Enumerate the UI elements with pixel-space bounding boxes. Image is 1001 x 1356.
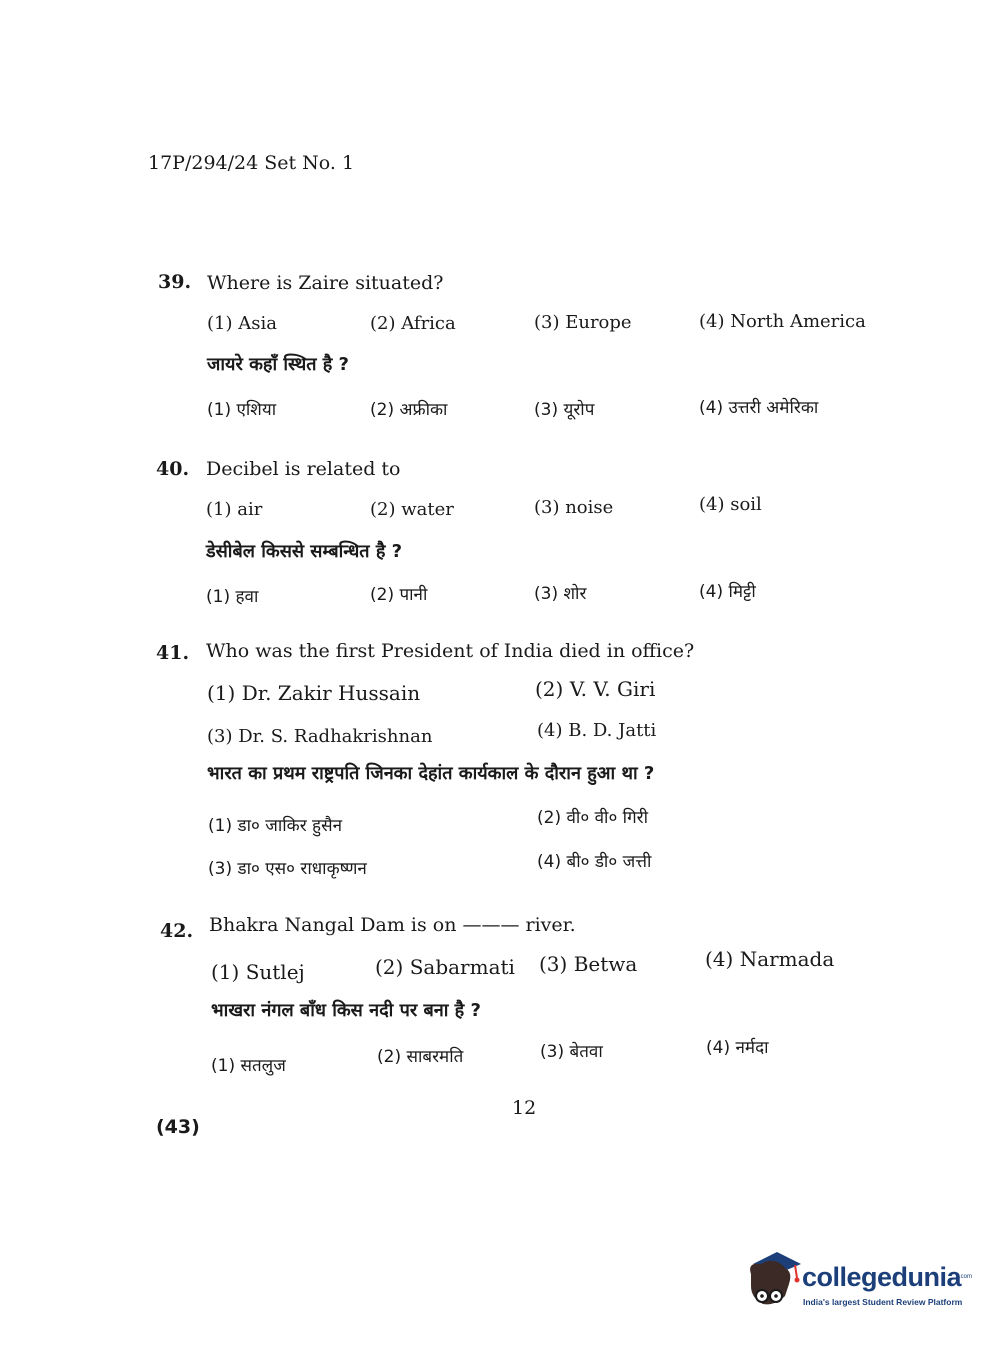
hindi-option-4: (4) उत्तरी अमेरिका [699, 398, 819, 418]
question-text: Decibel is related to [206, 458, 401, 480]
hindi-question-text: डेसीबेल किससे सम्बन्धित है ? [206, 541, 403, 562]
question-text: Who was the first President of India died in office? [206, 640, 695, 662]
option-4: (4) North America [699, 311, 866, 332]
option-3: (3) Betwa [539, 952, 638, 976]
option-2: (2) V. V. Giri [535, 677, 656, 701]
option-4: (4) Narmada [705, 947, 835, 971]
hindi-question-text: जायरे कहाँ स्थित है ? [207, 354, 349, 375]
option-1: (1) Sutlej [211, 960, 305, 984]
option-4: (4) B. D. Jatti [537, 720, 657, 741]
hindi-option-2: (2) अफ्रीका [370, 400, 448, 420]
option-2: (2) Africa [370, 313, 456, 334]
logo-wordmark: collegedunia [802, 1262, 962, 1292]
option-1: (1) Dr. Zakir Hussain [207, 681, 421, 705]
collegedunia-logo [745, 1250, 975, 1320]
option-1: (1) air [206, 499, 263, 520]
hindi-option-3: (3) यूरोप [534, 400, 595, 420]
hindi-option-1: (1) एशिया [207, 400, 277, 420]
page-code: (43) [156, 1116, 200, 1138]
question-number: 39. [158, 271, 192, 293]
option-1: (1) Asia [207, 313, 277, 334]
set-code: 17P/294/24 Set No. 1 [148, 152, 355, 174]
hindi-option-4: (4) बी० डी० जत्ती [537, 852, 652, 872]
hindi-option-4: (4) मिट्टी [699, 582, 756, 602]
option-3: (3) Europe [534, 312, 632, 333]
logo-suffix: .com [959, 1274, 973, 1280]
hindi-option-3: (3) शोर [534, 584, 587, 604]
hindi-option-4: (4) नर्मदा [706, 1038, 769, 1058]
hindi-option-3: (3) बेतवा [540, 1042, 603, 1062]
hindi-option-2: (2) साबरमति [377, 1047, 464, 1067]
logo-tagline: India's largest Student Review Platform [803, 1297, 963, 1307]
hindi-option-1: (1) हवा [206, 587, 259, 607]
option-3: (3) Dr. S. Radhakrishnan [207, 726, 433, 747]
mascot-icon [745, 1250, 801, 1312]
question-number: 42. [160, 920, 194, 942]
hindi-option-2: (2) पानी [370, 585, 428, 605]
question-number: 41. [156, 642, 190, 664]
page-number: 12 [512, 1097, 537, 1119]
hindi-option-1: (1) डा० जाकिर हुसैन [208, 816, 343, 836]
hindi-question-text: भारत का प्रथम राष्ट्रपति जिनका देहांत कार्यकाल के दौरान हुआ था ? [207, 763, 655, 784]
option-3: (3) noise [534, 497, 614, 518]
option-4: (4) soil [699, 494, 762, 515]
option-2: (2) water [370, 499, 454, 520]
hindi-option-1: (1) सतलुज [211, 1056, 286, 1076]
hindi-option-2: (2) वी० वी० गिरी [537, 808, 649, 828]
hindi-question-text: भाखरा नंगल बाँध किस नदी पर बना है ? [211, 1000, 481, 1021]
hindi-option-3: (3) डा० एस० राधाकृष्णन [208, 859, 367, 879]
question-text: Bhakra Nangal Dam is on ——— river. [209, 914, 576, 936]
option-2: (2) Sabarmati [375, 955, 515, 979]
question-number: 40. [156, 458, 190, 480]
question-text: Where is Zaire situated? [207, 272, 444, 294]
